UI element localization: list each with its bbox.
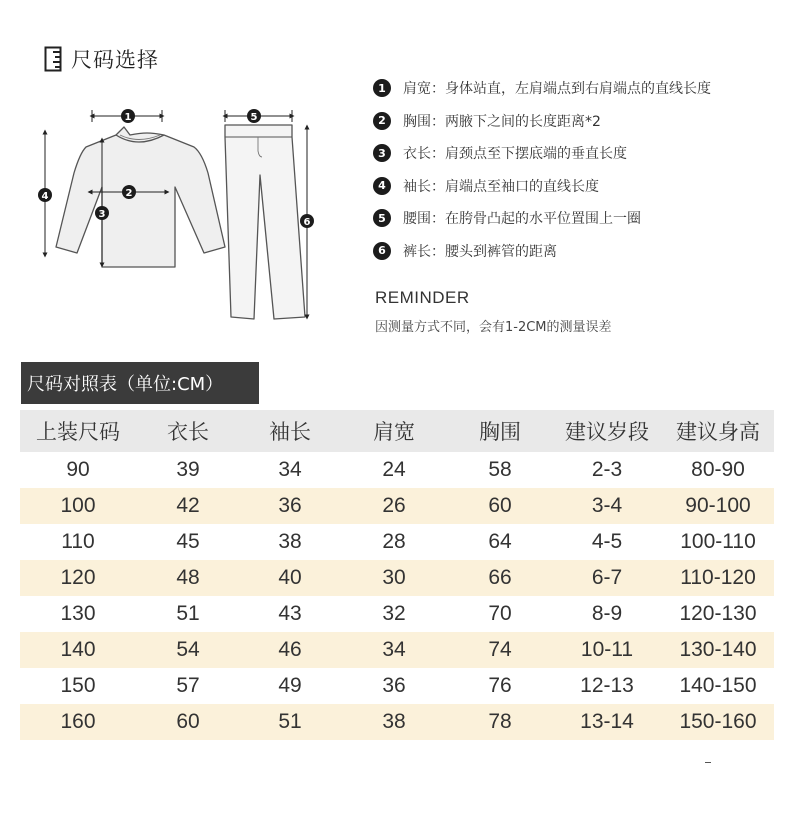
marker-3: [95, 206, 109, 220]
table-cell: 10-11: [552, 632, 662, 668]
table-cell: 60: [448, 488, 552, 524]
legend-item: [373, 235, 773, 268]
table-cell: 36: [240, 488, 340, 524]
column-header: 袖长: [240, 410, 340, 452]
legend-item: [373, 170, 773, 203]
column-header: 建议身高: [662, 410, 774, 452]
table-row: [20, 632, 774, 668]
table-cell: 60: [136, 704, 240, 740]
divider-mark: [705, 762, 711, 763]
legend-number-badge: 1: [373, 79, 391, 97]
page-title: [44, 44, 159, 74]
table-cell: 36: [382, 674, 406, 697]
table-row: [20, 668, 774, 704]
column-header: 胸围: [448, 410, 552, 452]
table-cell: 100: [20, 488, 136, 524]
table-cell: 43: [278, 602, 302, 625]
legend-number-badge: 6: [373, 242, 391, 260]
table-cell: 57: [176, 674, 200, 697]
table-cell: 34: [278, 458, 302, 481]
marker-1: [121, 109, 135, 123]
measurement-legend: [373, 72, 773, 267]
legend-number-badge: 3: [373, 144, 391, 162]
table-cell: 28: [382, 530, 406, 553]
table-cell: 13-14: [552, 704, 662, 740]
reminder-title: REMINDER: [375, 288, 470, 307]
svg-text:1: 1: [124, 112, 132, 123]
table-cell: 100-110: [680, 530, 756, 553]
shirt-outline: [56, 127, 225, 267]
table-cell: 78: [448, 704, 552, 740]
table-cell: 4-5: [591, 530, 623, 553]
table-cell: 26: [340, 488, 448, 524]
table-cell: 90-100: [662, 488, 774, 524]
table-cell: 30: [340, 560, 448, 596]
table-cell: 58: [488, 458, 512, 481]
table-cell: 6-7: [552, 560, 662, 596]
table-cell: 8-9: [591, 602, 623, 625]
table-cell: 70: [488, 602, 512, 625]
table-cell: 2-3: [591, 458, 623, 481]
table-cell: 160: [20, 704, 136, 740]
column-header: 衣长: [136, 410, 240, 452]
svg-text:3: 3: [98, 209, 106, 220]
table-header-row: [20, 410, 774, 452]
marker-5: [247, 109, 261, 123]
table-cell: 120: [20, 560, 136, 596]
reminder: [375, 288, 612, 335]
reminder-text: 因测量方式不同，会有1-2CM的测量误差: [375, 320, 612, 335]
legend-number-badge: 4: [373, 177, 391, 195]
size-table-title: 尺码对照表（单位:CM）: [21, 362, 259, 404]
size-chart-icon: [44, 46, 62, 72]
svg-text:6: 6: [303, 217, 311, 228]
table-cell: 74: [448, 632, 552, 668]
legend-item: [373, 202, 773, 235]
table-cell: 140-150: [679, 674, 757, 697]
legend-item: [373, 105, 773, 138]
table-cell: 46: [240, 632, 340, 668]
legend-label: 肩宽：身体站直，左肩端点到右肩端点的直线长度: [403, 81, 711, 98]
table-cell: 66: [448, 560, 552, 596]
table-row: [20, 452, 774, 488]
legend-label: 袖长：肩端点至袖口的直线长度: [403, 178, 599, 195]
size-table: [20, 410, 774, 740]
table-cell: 64: [488, 530, 512, 553]
marker-6: [300, 214, 314, 228]
table-row: [20, 560, 774, 596]
table-cell: 54: [136, 632, 240, 668]
table-cell: 110: [61, 530, 95, 553]
table-cell: 120-130: [679, 602, 757, 625]
table-cell: 24: [382, 458, 406, 481]
table-cell: 48: [136, 560, 240, 596]
table-cell: 51: [176, 602, 200, 625]
legend-item: [373, 72, 773, 105]
page-title-text: 尺码选择: [71, 48, 159, 72]
table-cell: 3-4: [552, 488, 662, 524]
legend-number-badge: 2: [373, 112, 391, 130]
table-cell: 80-90: [691, 458, 745, 481]
table-cell: 38: [340, 704, 448, 740]
table-cell: 38: [278, 530, 302, 553]
table-row: [20, 488, 774, 524]
table-cell: 40: [240, 560, 340, 596]
table-row: [20, 704, 774, 740]
table-cell: 150-160: [662, 704, 774, 740]
table-row: [20, 524, 774, 560]
marker-2: [122, 185, 136, 199]
legend-item: [373, 137, 773, 170]
legend-label: 裤长：腰头到裤管的距离: [403, 243, 557, 260]
table-cell: 34: [340, 632, 448, 668]
table-cell: 32: [382, 602, 406, 625]
legend-label: 胸围：两腋下之间的长度距离*2: [403, 113, 601, 130]
table-cell: 76: [488, 674, 512, 697]
table-cell: 42: [136, 488, 240, 524]
legend-number-badge: 5: [373, 209, 391, 227]
table-cell: 110-120: [662, 560, 774, 596]
table-cell: 140: [20, 632, 136, 668]
column-header: 肩宽: [340, 410, 448, 452]
svg-text:5: 5: [250, 112, 258, 123]
table-cell: 45: [176, 530, 200, 553]
table-row: [20, 596, 774, 632]
column-header: 上装尺码: [20, 410, 136, 452]
legend-label: 衣长：肩颈点至下摆底端的垂直长度: [403, 146, 627, 163]
svg-text:2: 2: [125, 188, 133, 199]
column-header: 建议岁段: [552, 410, 662, 452]
table-cell: 130: [60, 602, 96, 625]
table-cell: 51: [240, 704, 340, 740]
table-cell: 49: [278, 674, 302, 697]
marker-4: [38, 188, 52, 202]
table-cell: 90: [66, 458, 90, 481]
svg-text:4: 4: [41, 191, 49, 202]
pants-outline: [225, 125, 305, 319]
garment-diagram: [30, 95, 330, 330]
legend-label: 腰围：在胯骨凸起的水平位置围上一圈: [403, 211, 641, 228]
table-cell: 130-140: [662, 632, 774, 668]
table-cell: 150: [60, 674, 96, 697]
table-cell: 39: [176, 458, 200, 481]
table-cell: 12-13: [580, 674, 634, 697]
